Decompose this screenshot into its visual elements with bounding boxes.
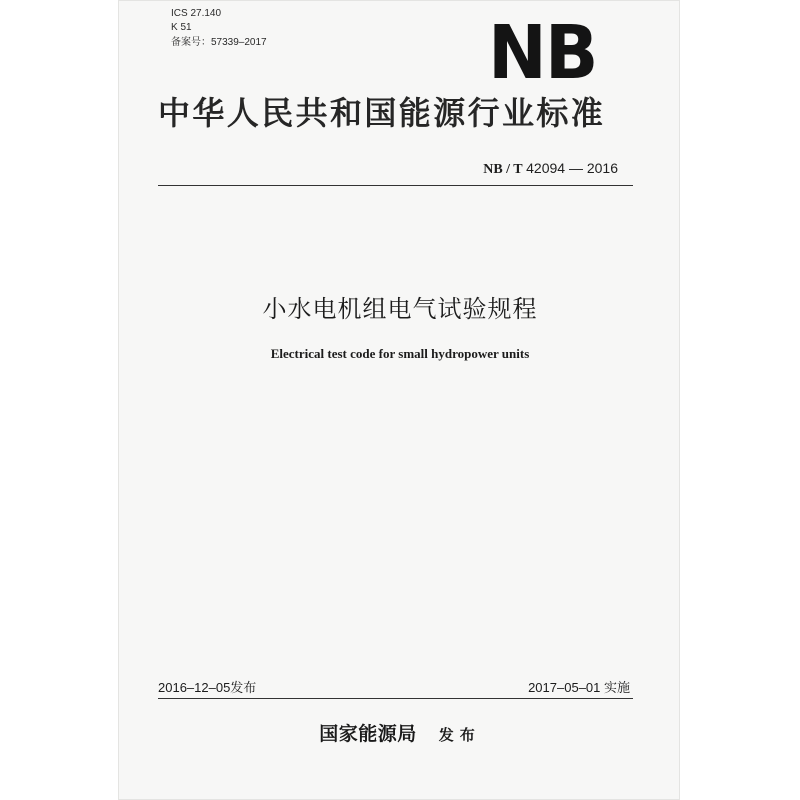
- issue-date: 2016–12–05发布: [158, 680, 257, 695]
- bottom-divider: [158, 698, 633, 699]
- publisher-verb: 发布: [438, 726, 481, 744]
- standard-code: 42094 — 2016: [526, 160, 618, 176]
- publisher-line: [0, 722, 800, 748]
- standard-number: [483, 160, 618, 178]
- industry-standard-title: 中华人民共和国能源行业标准: [158, 94, 606, 132]
- publisher-name: 国家能源局: [319, 723, 417, 745]
- record-number: 备案号：57339–2017: [171, 37, 267, 48]
- standard-prefix: NB / T: [483, 162, 523, 177]
- classification-code: K 51: [171, 22, 192, 33]
- ics-code: ICS 27.140: [171, 8, 222, 19]
- top-divider: [158, 185, 633, 186]
- chinese-title: 小水电机组电气试验规程: [262, 295, 538, 323]
- implementation-date: 2017–05–01 实施: [528, 680, 630, 695]
- nb-logo: NB: [488, 10, 597, 96]
- english-title: Electrical test code for small hydropower units: [270, 346, 530, 361]
